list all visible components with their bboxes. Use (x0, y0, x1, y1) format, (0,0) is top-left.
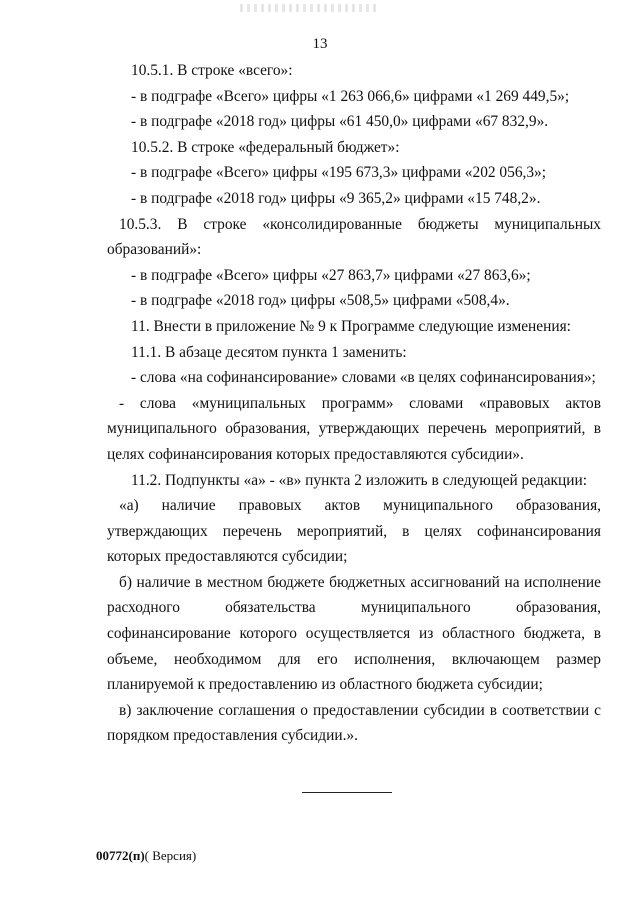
paragraph: - в подграфе «2018 год» цифры «9 365,2» цифрами «15 748,2». (131, 189, 541, 207)
paragraph: б) наличие в местном бюджете бюджетных ассигнований на исполнение расходного обязательства муниципального образования, софинансирование которого осуществляется из областного бюджета, в объеме, необходимом для его исполнения, включающем размер планируемой к предоставлению из областного бюджета субсидии; (107, 573, 601, 694)
paragraph: в) заключение соглашения о предоставлении субсидии в соответствии с порядком предоставления субсидии.». (107, 701, 601, 745)
paragraph: 10.5.3. В строке «консолидированные бюджеты муниципальных образований»: (107, 215, 601, 259)
page-number: 13 (312, 36, 328, 52)
document-version-label: ( Версия) (144, 848, 197, 863)
document-body (107, 58, 601, 749)
paragraph: - слова «муниципальных программ» словами «правовых актов муниципального образования, утверждающих перечень мероприятий, в целях софинансирования которых предоставляются субсидии». (107, 394, 601, 463)
document-code (96, 848, 196, 864)
paragraph: - в подграфе «Всего» цифры «195 673,3» цифрами «202 056,3»; (131, 164, 547, 182)
paragraph: 11. Внести в приложение № 9 к Программе следующие изменения: (131, 317, 571, 335)
separator-line (302, 792, 392, 793)
paragraph: 11.2. Подпункты «а» - «в» пункта 2 изложить в следующей редакции: (131, 471, 587, 489)
paragraph: 11.1. В абзаце десятом пункта 1 заменить: (131, 343, 407, 361)
paragraph: «а) наличие правовых актов муниципального образования, утверждающих перечень мероприятий, в целях софинансирования которых предоставляются субсидии; (107, 497, 601, 566)
paragraph: - в подграфе «2018 год» цифры «61 450,0» цифрами «67 832,9». (131, 113, 549, 131)
paragraph: - в подграфе «2018 год» цифры «508,5» цифрами «508,4». (131, 292, 510, 310)
paragraph: 10.5.1. В строке «всего»: (131, 62, 293, 79)
scan-noise (240, 4, 380, 12)
paragraph: - в подграфе «Всего» цифры «1 263 066,6» цифрами «1 269 449,5»; (131, 87, 570, 105)
paragraph: 10.5.2. В строке «федеральный бюджет»: (131, 138, 400, 156)
document-code-number: 00772(п) (96, 848, 145, 863)
paragraph: - в подграфе «Всего» цифры «27 863,7» цифрами «27 863,6»; (131, 266, 531, 284)
paragraph: - слова «на софинансирование» словами «в целях софинансирования»; (131, 369, 596, 387)
